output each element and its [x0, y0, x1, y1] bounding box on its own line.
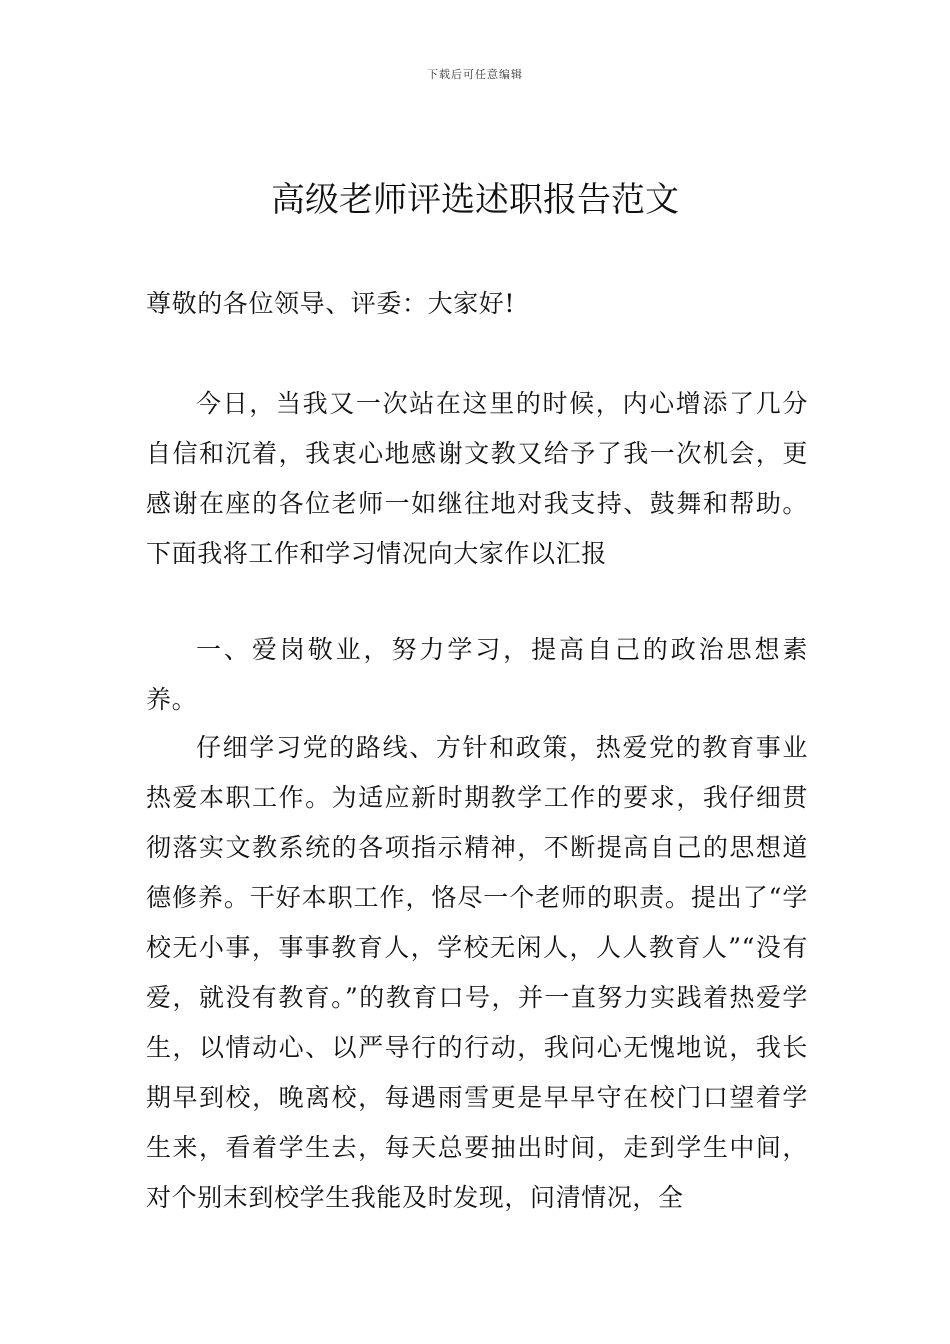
page-header-note: 下载后可任意编辑: [427, 68, 523, 81]
salutation: 尊敬的各位领导、评委：大家好!: [146, 289, 516, 318]
paragraph-section-1: 仔细学习党的路线、方针和政策，热爱党的教育事业热爱本职工作。为适应新时期教学工作的要求，我仔细贯彻落实文教系统的各项指示精神，不断提高自己的思想道德修养。干好本职工作，恪尽一个老师的职责。提出了“学校无小事，事事教育人，学校无闲人，人人教育人”“没有爱，就没有教育。”的教育口号，并一直努力实践着热爱学生，以情动心、以严导行的行动，我问心无愧地说，我长期早到校，晚离校，每遇雨雪更是早早守在校门口望着学生来，看着学生去，每天总要抽出时间，走到学生中间，对个别末到校学生我能及时发现，问清情况，全: [146, 733, 808, 1212]
section-heading-1: 一、爱岗敬业，努力学习，提高自己的政治思想素养。: [146, 635, 808, 714]
paragraph-intro: 今日，当我又一次站在这里的时候，内心增添了几分自信和沉着，我衷心地感谢文教又给予了我一次机会，更感谢在座的各位老师一如继往地对我支持、鼓舞和帮助。下面我将工作和学习情况向大家作以汇报: [146, 389, 808, 568]
document-title: 高级老师评选述职报告范文: [271, 180, 679, 220]
